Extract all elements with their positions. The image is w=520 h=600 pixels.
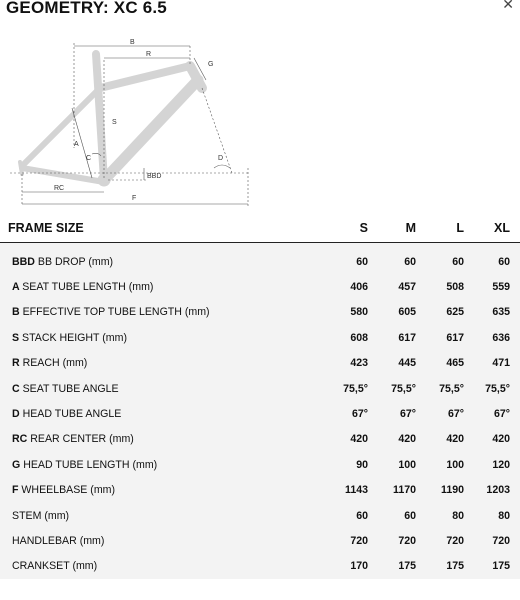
row-label	[0, 484, 320, 496]
row-value-s: 1143	[345, 484, 368, 497]
size-header-xl: XL	[494, 221, 510, 235]
row-name: SEAT TUBE LENGTH (mm)	[22, 281, 154, 294]
row-label	[0, 433, 320, 445]
row-value-l: 100	[446, 458, 464, 471]
frame-size-header: FRAME SIZE	[8, 221, 84, 235]
row-value-l: 625	[446, 306, 464, 319]
row-value-s: 423	[350, 357, 368, 370]
row-label	[0, 408, 320, 420]
page-title: GEOMETRY: XC 6.5	[6, 0, 167, 17]
row-value-m: 617	[398, 331, 416, 344]
row-code: S	[12, 331, 23, 344]
size-header-m: M	[405, 221, 416, 235]
row-value-l: 175	[446, 560, 464, 573]
row-name: REACH (mm)	[22, 357, 88, 370]
row-value-xl: 120	[492, 458, 510, 471]
table-body	[0, 243, 520, 579]
label-r: R	[146, 51, 152, 58]
row-value-l: 720	[446, 534, 464, 547]
row-value-xl: 1203	[486, 484, 510, 497]
row-label	[0, 256, 320, 268]
row-label	[0, 383, 320, 395]
row-value-xl: 559	[492, 281, 510, 294]
row-value-s: 608	[350, 331, 368, 344]
row-value-xl: 67°	[493, 408, 510, 421]
table-row	[0, 528, 520, 553]
row-name: HEAD TUBE LENGTH (mm)	[23, 458, 158, 471]
size-header-l: L	[456, 221, 464, 235]
row-value-m: 100	[398, 458, 416, 471]
row-name: STACK HEIGHT (mm)	[22, 331, 127, 344]
row-value-xl: 720	[492, 534, 510, 547]
row-code: R	[12, 357, 23, 370]
row-value-m: 445	[398, 357, 416, 370]
row-value-l: 617	[446, 331, 464, 344]
row-value-xl: 80	[498, 509, 510, 522]
row-value-s: 75,5°	[343, 382, 368, 395]
size-header-s: S	[359, 221, 368, 235]
row-value-l: 1190	[441, 484, 464, 497]
row-value-s: 170	[350, 560, 368, 573]
row-name: EFFECTIVE TOP TUBE LENGTH (mm)	[22, 306, 210, 319]
label-f: F	[132, 195, 137, 202]
label-rc: RC	[54, 185, 65, 192]
row-name: STEM (mm)	[12, 509, 70, 522]
row-value-l: 508	[446, 281, 464, 294]
row-code: A	[12, 281, 23, 294]
row-name: CRANKSET (mm)	[12, 560, 98, 573]
row-code: BBD	[12, 255, 38, 268]
row-value-m: 457	[398, 281, 416, 294]
row-value-xl: 636	[492, 331, 510, 344]
row-value-m: 60	[404, 255, 416, 268]
row-label	[0, 332, 320, 344]
row-value-m: 60	[404, 509, 416, 522]
label-s: S	[112, 119, 117, 126]
row-code: C	[12, 382, 23, 395]
row-value-xl: 420	[492, 433, 510, 446]
row-name: REAR CENTER (mm)	[30, 433, 134, 446]
row-value-xl: 175	[492, 560, 510, 573]
table-row	[0, 478, 520, 503]
table-row	[0, 274, 520, 299]
row-value-l: 60	[452, 255, 464, 268]
table-row	[0, 351, 520, 376]
row-value-m: 175	[398, 560, 416, 573]
row-value-m: 1170	[393, 484, 416, 497]
table-row	[0, 452, 520, 477]
row-value-l: 80	[452, 509, 464, 522]
row-label	[0, 281, 320, 293]
row-code: G	[12, 458, 24, 471]
row-value-s: 60	[356, 255, 368, 268]
geometry-diagram	[8, 28, 278, 213]
row-label	[0, 357, 320, 369]
row-label	[0, 535, 320, 547]
row-value-l: 67°	[447, 408, 464, 421]
label-b: B	[130, 39, 135, 46]
geometry-table	[0, 214, 520, 579]
row-value-s: 580	[350, 306, 368, 319]
table-row	[0, 427, 520, 452]
table-row	[0, 325, 520, 350]
row-name: HANDLEBAR (mm)	[12, 534, 105, 547]
row-value-m: 720	[398, 534, 416, 547]
bike-frame	[20, 54, 202, 185]
label-a: A	[74, 141, 79, 148]
row-code: F	[12, 484, 22, 497]
row-value-l: 420	[446, 433, 464, 446]
row-value-l: 465	[446, 357, 464, 370]
row-value-s: 420	[350, 433, 368, 446]
row-value-xl: 635	[492, 306, 510, 319]
row-value-m: 420	[398, 433, 416, 446]
row-code: D	[12, 408, 23, 421]
row-value-s: 67°	[351, 408, 368, 421]
row-code: B	[12, 306, 23, 319]
table-row	[0, 249, 520, 274]
table-header	[0, 214, 520, 242]
row-value-s: 406	[350, 281, 368, 294]
table-row	[0, 554, 520, 579]
row-value-m: 67°	[399, 408, 416, 421]
label-c: C	[86, 155, 92, 162]
label-g: G	[208, 61, 214, 68]
row-value-m: 605	[398, 306, 416, 319]
table-row	[0, 300, 520, 325]
table-row	[0, 401, 520, 426]
row-value-xl: 75,5°	[485, 382, 510, 395]
row-label	[0, 560, 320, 572]
row-name: WHEELBASE (mm)	[21, 484, 116, 497]
row-name: HEAD TUBE ANGLE	[22, 408, 122, 421]
row-value-l: 75,5°	[439, 382, 464, 395]
row-value-s: 720	[350, 534, 368, 547]
row-label	[0, 510, 320, 522]
label-d: D	[218, 155, 224, 162]
row-value-xl: 60	[498, 255, 510, 268]
row-label	[0, 306, 320, 318]
row-name: BB DROP (mm)	[37, 255, 114, 268]
row-value-s: 60	[356, 509, 368, 522]
label-bbd: BBD	[147, 173, 162, 180]
row-value-s: 90	[356, 458, 368, 471]
row-code: RC	[12, 433, 31, 446]
row-label	[0, 459, 320, 471]
close-icon[interactable]: ✕	[502, 0, 514, 12]
table-row	[0, 376, 520, 401]
row-value-m: 75,5°	[391, 382, 416, 395]
row-name: SEAT TUBE ANGLE	[22, 382, 119, 395]
table-row	[0, 503, 520, 528]
row-value-xl: 471	[492, 357, 510, 370]
